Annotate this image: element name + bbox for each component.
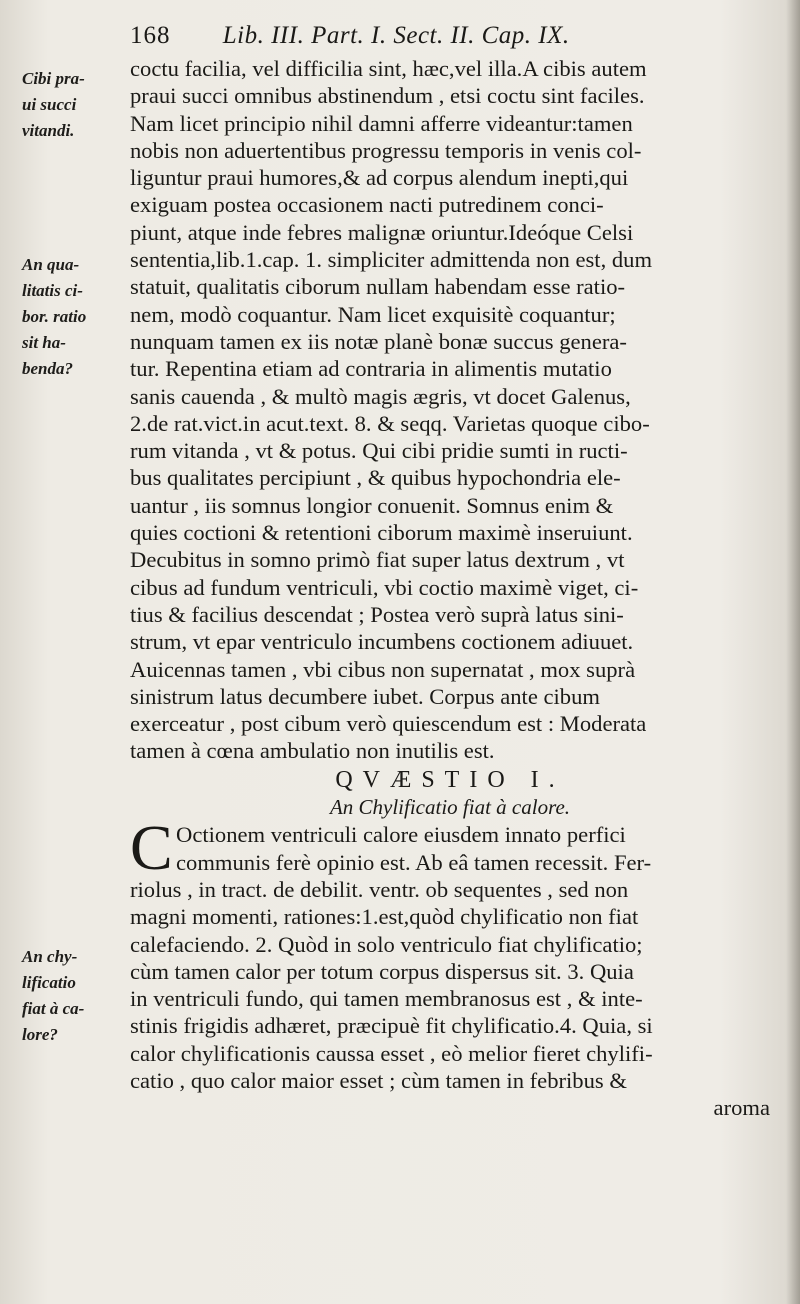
text-line: in ventriculi fundo, qui tamen membranosus est , & inte- — [130, 986, 643, 1012]
text-line: cùm tamen calor per totum corpus dispersus sit. 3. Quia — [130, 958, 634, 984]
text-line: tur. Repentina etiam ad contraria in alimentis mutatio — [130, 356, 612, 382]
running-head: Lib. III. Part. I. Sect. II. Cap. IX. — [222, 22, 570, 49]
text-line: nobis non aduertentibus progressu temporis in venis col- — [130, 137, 642, 163]
text-line: liguntur praui humores,& ad corpus alendum inepti,qui — [130, 165, 629, 191]
text-line: piunt, atque inde febres malignæ oriuntur.Ideóque Celsi — [130, 219, 634, 245]
text-line: Decubitus in somno primò fiat super latus dextrum , vt — [130, 547, 625, 573]
text-line: Nam licet principio nihil damni afferre videantur:tamen — [130, 110, 633, 136]
paragraph-block-1 — [130, 55, 770, 765]
margin-note-line: ui succi — [22, 95, 77, 114]
margin-note-line: Cibi pra- — [22, 69, 85, 88]
text-line: stinis frigidis adhæret, præcipuè fit chylificatio.4. Quia, si — [130, 1013, 653, 1039]
text-line: uantur , iis somnus longior conuenit. Somnus enim & — [130, 492, 614, 518]
text-line: riolus , in tract. de debilit. ventr. ob sequentes , sed non — [130, 876, 629, 902]
text-line: sinistrum latus decumbere iubet. Corpus ante cibum — [130, 683, 600, 709]
question-title: QVÆSTIO I. — [335, 766, 565, 793]
text-line: nunquam tamen ex iis notæ planè bonæ succus genera- — [130, 328, 627, 354]
margin-note-line: lificatio — [22, 973, 76, 992]
dropcap-letter: C — [130, 812, 173, 884]
text-line: statuit, qualitatis ciborum nullam habendam esse ratio- — [130, 274, 626, 300]
catchword: aroma — [713, 1095, 770, 1121]
margin-note-line: lore? — [22, 1025, 58, 1044]
margin-note-line: vitandi. — [22, 121, 75, 140]
page-edge-shadow — [786, 0, 800, 1304]
paragraph-block-2-dropcap — [130, 812, 770, 884]
margin-note-cibi — [22, 66, 126, 144]
text-line: bus qualitates percipiunt , & quibus hypochondria ele- — [130, 465, 621, 491]
margin-note-qualitatis — [22, 252, 126, 382]
margin-note-line: litatis ci- — [22, 281, 83, 300]
page-number: 168 — [130, 22, 171, 49]
dropcap-block — [130, 812, 770, 884]
text-line: tamen à cœna ambulatio non inutilis est. — [130, 738, 495, 764]
text-line: calefaciendo. 2. Quòd in solo ventriculo fiat chylificatio; — [130, 931, 643, 957]
text-line: sententia,lib.1.cap. 1. simpliciter admittenda non est, dum — [130, 247, 653, 273]
text-line: rum vitanda , vt & potus. Qui cibi pridie sumti in ructi- — [130, 438, 628, 464]
text-line: 2.de rat.vict.in acut.text. 8. & seqq. Varietas quoque cibo- — [130, 410, 650, 436]
margin-note-line: sit ha- — [22, 333, 66, 352]
text-line: calor chylificationis caussa esset , eò melior fieret chylifi- — [130, 1040, 653, 1066]
text-line: exerceatur , post cibum verò quiescendum est : Moderata — [130, 711, 647, 737]
margin-note-chylificatio — [22, 944, 126, 1048]
text-line: strum, vt epar ventriculo incumbens coctionem adiuuet. — [130, 629, 634, 655]
text-line: praui succi omnibus abstinendum , etsi coctu sint faciles. — [130, 83, 645, 109]
main-text — [130, 55, 770, 1122]
text-line: cibus ad fundum ventriculi, vbi coctio maximè viget, ci- — [130, 574, 639, 600]
margin-note-line: fiat à ca- — [22, 999, 85, 1018]
text-line: magni momenti, rationes:1.est,quòd chylificatio non fiat — [130, 904, 639, 930]
running-header — [130, 22, 780, 50]
margin-note-line: An chy- — [22, 947, 78, 966]
question-subtitle: An Chylificatio fiat à calore. — [329, 795, 571, 820]
text-line: communis ferè opinio est. Ab eâ tamen recessit. Fer- — [176, 849, 652, 875]
text-line: Octionem ventriculi calore eiusdem innato perfici — [176, 822, 626, 848]
text-line: tius & facilius descendat ; Postea verò suprà latus sini- — [130, 601, 624, 627]
paragraph-block-2 — [130, 876, 770, 1094]
text-line: coctu facilia, vel difficilia sint, hæc,vel illa.A cibis autem — [130, 56, 647, 81]
text-line: Auicennas tamen , vbi cibus non supernatat , mox suprà — [130, 656, 636, 682]
text-line: sanis cauenda , & multò magis ægris, vt docet Galenus, — [130, 383, 631, 409]
margin-note-line: bor. ratio — [22, 307, 87, 326]
margin-note-line: benda? — [22, 359, 73, 378]
text-line: nem, modò coquantur. Nam licet exquisitè coquantur; — [130, 301, 616, 327]
margin-note-line: An qua- — [22, 255, 80, 274]
text-line: exiguam postea occasionem nacti putredinem conci- — [130, 192, 604, 218]
text-line: quies coctioni & retentioni ciborum maximè inseruiunt. — [130, 520, 633, 546]
text-line: catio , quo calor maior esset ; cùm tamen in febribus & — [130, 1067, 627, 1093]
